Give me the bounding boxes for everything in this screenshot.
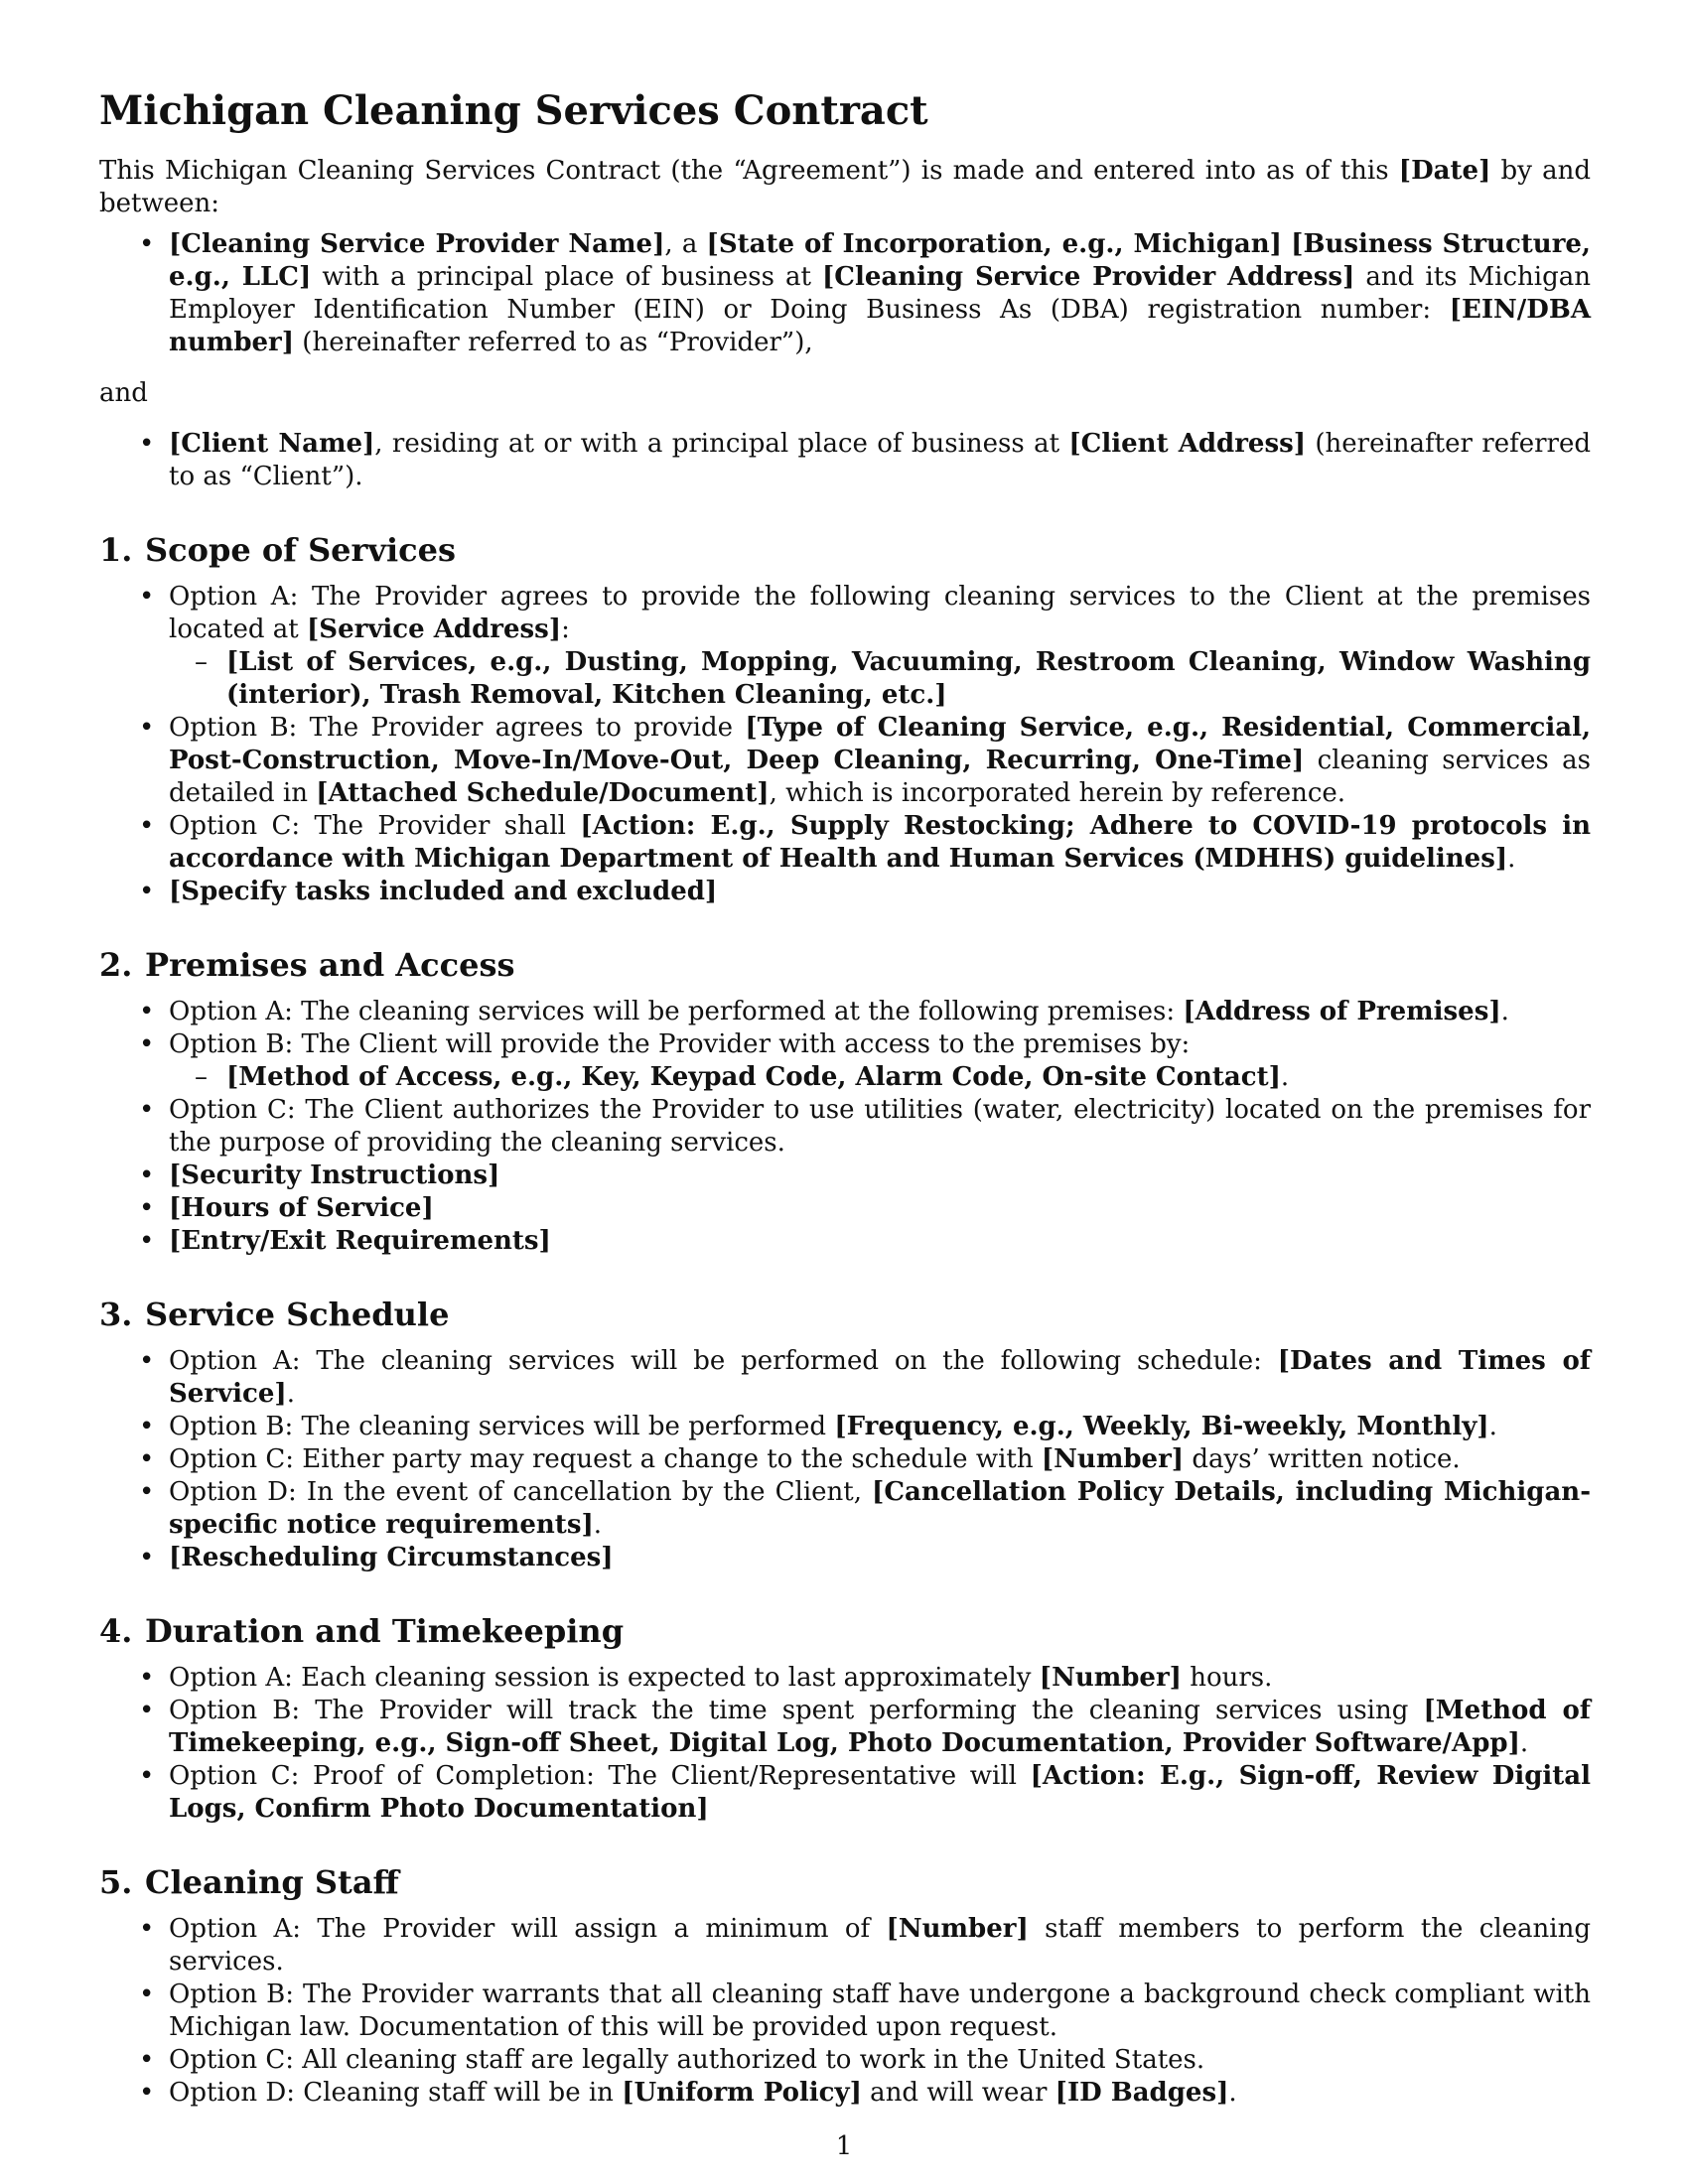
party-list [99,428,1591,493]
list-item [99,2044,1591,2077]
option-text: Option A: The Provider agrees to provide the following cleaning services to the Client at the premises located at [169,582,1591,644]
placeholder: [Action: E.g., Sign-off, Review Digital Logs, Confirm Photo Documentation] [169,1761,1591,1824]
section-title: Cleaning Staff [145,1863,399,1901]
option-text: and will wear [861,2078,1055,2108]
placeholder: [Type of Cleaning Service, e.g., Residential, Commercial, Post-Construction, Move-In/Move-Out, Deep Cleaning, Recurring, One-Time] [169,713,1591,775]
placeholder: [Attached Schedule/Document] [316,778,770,808]
placeholder: [Uniform Policy] [622,2078,862,2108]
party-text: with a principal place of business at [311,262,822,292]
sub-list-item [163,1061,1591,1094]
section-number: 1. [99,531,133,569]
placeholder: [Specify tasks included and excluded] [169,877,718,906]
placeholder: [ID Badges] [1055,2078,1229,2108]
and-text: and [99,378,148,408]
list-item [99,876,1591,908]
intro-text: by and between: [99,156,1591,218]
option-text: . [1280,1062,1290,1092]
list-item [99,1094,1591,1160]
option-text: Option A: The Provider will assign a minimum of [169,1914,887,1944]
client-party-item [99,428,1591,493]
list-item [99,1476,1591,1542]
option-text: Option B: The Provider warrants that all cleaning staff have undergone a background check compliant with Michigan law. Documentation of this will be provided upon request. [169,1979,1591,2042]
option-text: Option C: Either party may request a change to the schedule with [169,1444,1042,1474]
placeholder: [Dates and Times of Service] [169,1346,1591,1409]
option-text: days’ written notice. [1184,1444,1461,1474]
list-item [99,1411,1591,1443]
option-text: Option B: The Provider will track the time spent performing the cleaning services using [169,1696,1424,1725]
document-body [99,85,1591,2110]
section-heading-schedule [99,1294,1591,1335]
provider-address-placeholder: [Cleaning Service Provider Address] [821,262,1355,292]
date-placeholder: [Date] [1398,156,1491,186]
option-text: Option D: Cleaning staff will be in [169,2078,623,2108]
section-number: 5. [99,1863,133,1901]
placeholder: [Method of Access, e.g., Key, Keypad Code, Alarm Code, On-site Contact] [226,1062,1281,1092]
placeholder: [Number] [1039,1663,1182,1693]
option-text: Option C: All cleaning staff are legally authorized to work in the United States. [169,2045,1205,2075]
option-text: . [1488,1412,1497,1441]
placeholder: [Cancellation Policy Details, including Michigan-specific notice requirements] [169,1477,1592,1540]
section-heading-duration [99,1610,1591,1652]
placeholder: [Service Address] [307,614,562,644]
option-text: , which is incorporated herein by reference. [769,778,1346,808]
section-title: Premises and Access [145,946,515,984]
list-item [99,1225,1591,1258]
client-name-placeholder: [Client Name] [169,429,375,459]
placeholder: [Action: E.g., Supply Restocking; Adhere to COVID-19 protocols in accordance with Michigan Department of Health and Human Services (MDHHS) guidelines] [169,811,1591,874]
option-text: Option B: The Client will provide the Provider with access to the premises by: [169,1029,1191,1059]
sub-list [169,1061,1591,1094]
placeholder: [Entry/Exit Requirements] [169,1226,551,1256]
list-item [99,2077,1591,2110]
list-item [99,1662,1591,1695]
client-address-placeholder: [Client Address] [1068,429,1307,459]
duration-options-list [99,1662,1591,1826]
document-title: Michigan Cleaning Services Contract [99,87,928,134]
list-item [99,1345,1591,1411]
option-text: Option C: Proof of Completion: The Client/Representative will [169,1761,1031,1791]
placeholder: [List of Services, e.g., Dusting, Mopping, Vacuuming, Restroom Cleaning, Window Washing (interior), Trash Removal, Kitchen Cleaning, etc.] [226,647,1591,710]
placeholder: [Number] [886,1914,1029,1944]
option-text: . [1500,997,1509,1026]
list-item [99,1160,1591,1192]
section-title: Service Schedule [145,1296,450,1333]
list-item [99,996,1591,1028]
option-text: Option A: The cleaning services will be performed at the following premises: [169,997,1184,1026]
scope-options-list [99,581,1591,908]
list-item [99,712,1591,810]
option-text: cleaning services as detailed in [169,746,1592,808]
list-item [99,581,1591,712]
section-title: Duration and Timekeeping [145,1612,625,1650]
party-text: , a [664,229,707,259]
provider-name-placeholder: [Cleaning Service Provider Name] [169,229,665,259]
option-text: : [561,614,570,644]
ein-placeholder: [EIN/DBA number] [169,295,1591,357]
schedule-options-list [99,1345,1591,1574]
option-text: hours. [1181,1663,1273,1693]
list-item [99,1542,1591,1574]
party-text: (hereinafter referred to as “Client”). [169,429,1591,491]
option-text: Option A: The cleaning services will be performed on the following schedule: [169,1346,1278,1376]
section-heading-staff [99,1861,1591,1903]
list-item [99,1192,1591,1225]
list-item [99,1760,1591,1826]
option-text: Option C: The Provider shall [169,811,581,841]
list-item [99,1979,1591,2044]
party-text: (hereinafter referred to as “Provider”), [294,328,813,357]
list-item [99,810,1591,876]
option-text: . [1228,2078,1237,2108]
section-number: 4. [99,1612,133,1650]
option-text: staff members to perform the cleaning services. [169,1914,1592,1977]
placeholder: [Address of Premises] [1183,997,1501,1026]
state-placeholder: [State of Incorporation, e.g., Michigan] [706,229,1282,259]
premises-options-list [99,996,1591,1258]
intro-paragraph [99,155,1591,220]
party-text: , residing at or with a principal place of business at [374,429,1069,459]
option-text: . [593,1510,603,1540]
placeholder: [Frequency, e.g., Weekly, Bi-weekly, Monthly] [834,1412,1489,1441]
list-item [99,1695,1591,1760]
placeholder: [Method of Timekeeping, e.g., Sign-off Sheet, Digital Log, Photo Documentation, Provider Software/App] [169,1696,1591,1758]
party-text: and its Michigan Employer Identification Number (EIN) or Doing Business As (DBA) registration number: [169,262,1591,325]
option-text: Option B: The Provider agrees to provide [169,713,746,743]
staff-options-list [99,1913,1591,2110]
list-item [99,1443,1591,1476]
list-item [99,1028,1591,1094]
option-text: Option C: The Client authorizes the Provider to use utilities (water, electricity) located on the premises for the purpose of providing the cleaning services. [169,1095,1591,1158]
option-text: Option A: Each cleaning session is expected to last approximately [169,1663,1040,1693]
list-item [99,1913,1591,1979]
party-text [1282,229,1291,259]
section-number: 3. [99,1296,133,1333]
business-structure-placeholder: [Business Structure, e.g., LLC] [169,229,1591,292]
option-text: Option B: The cleaning services will be performed [169,1412,835,1441]
intro-text: This Michigan Cleaning Services Contract (the “Agreement”) is made and entered into as of this [99,156,1399,186]
section-title: Scope of Services [145,531,456,569]
placeholder: [Security Instructions] [169,1160,500,1190]
page-number: 1 [835,2131,853,2161]
section-heading-premises [99,944,1591,986]
placeholder: [Hours of Service] [169,1193,434,1223]
option-text: . [1507,844,1516,874]
placeholder: [Number] [1041,1444,1185,1474]
sub-list [169,646,1591,712]
provider-party-item [99,228,1591,359]
placeholder: [Rescheduling Circumstances] [169,1543,614,1572]
party-list [99,228,1591,359]
option-text: Option D: In the event of cancellation by the Client, [169,1477,873,1507]
sub-list-item [163,646,1591,712]
option-text: . [286,1379,295,1409]
section-number: 2. [99,946,133,984]
section-heading-scope [99,529,1591,571]
option-text: . [1519,1728,1529,1758]
